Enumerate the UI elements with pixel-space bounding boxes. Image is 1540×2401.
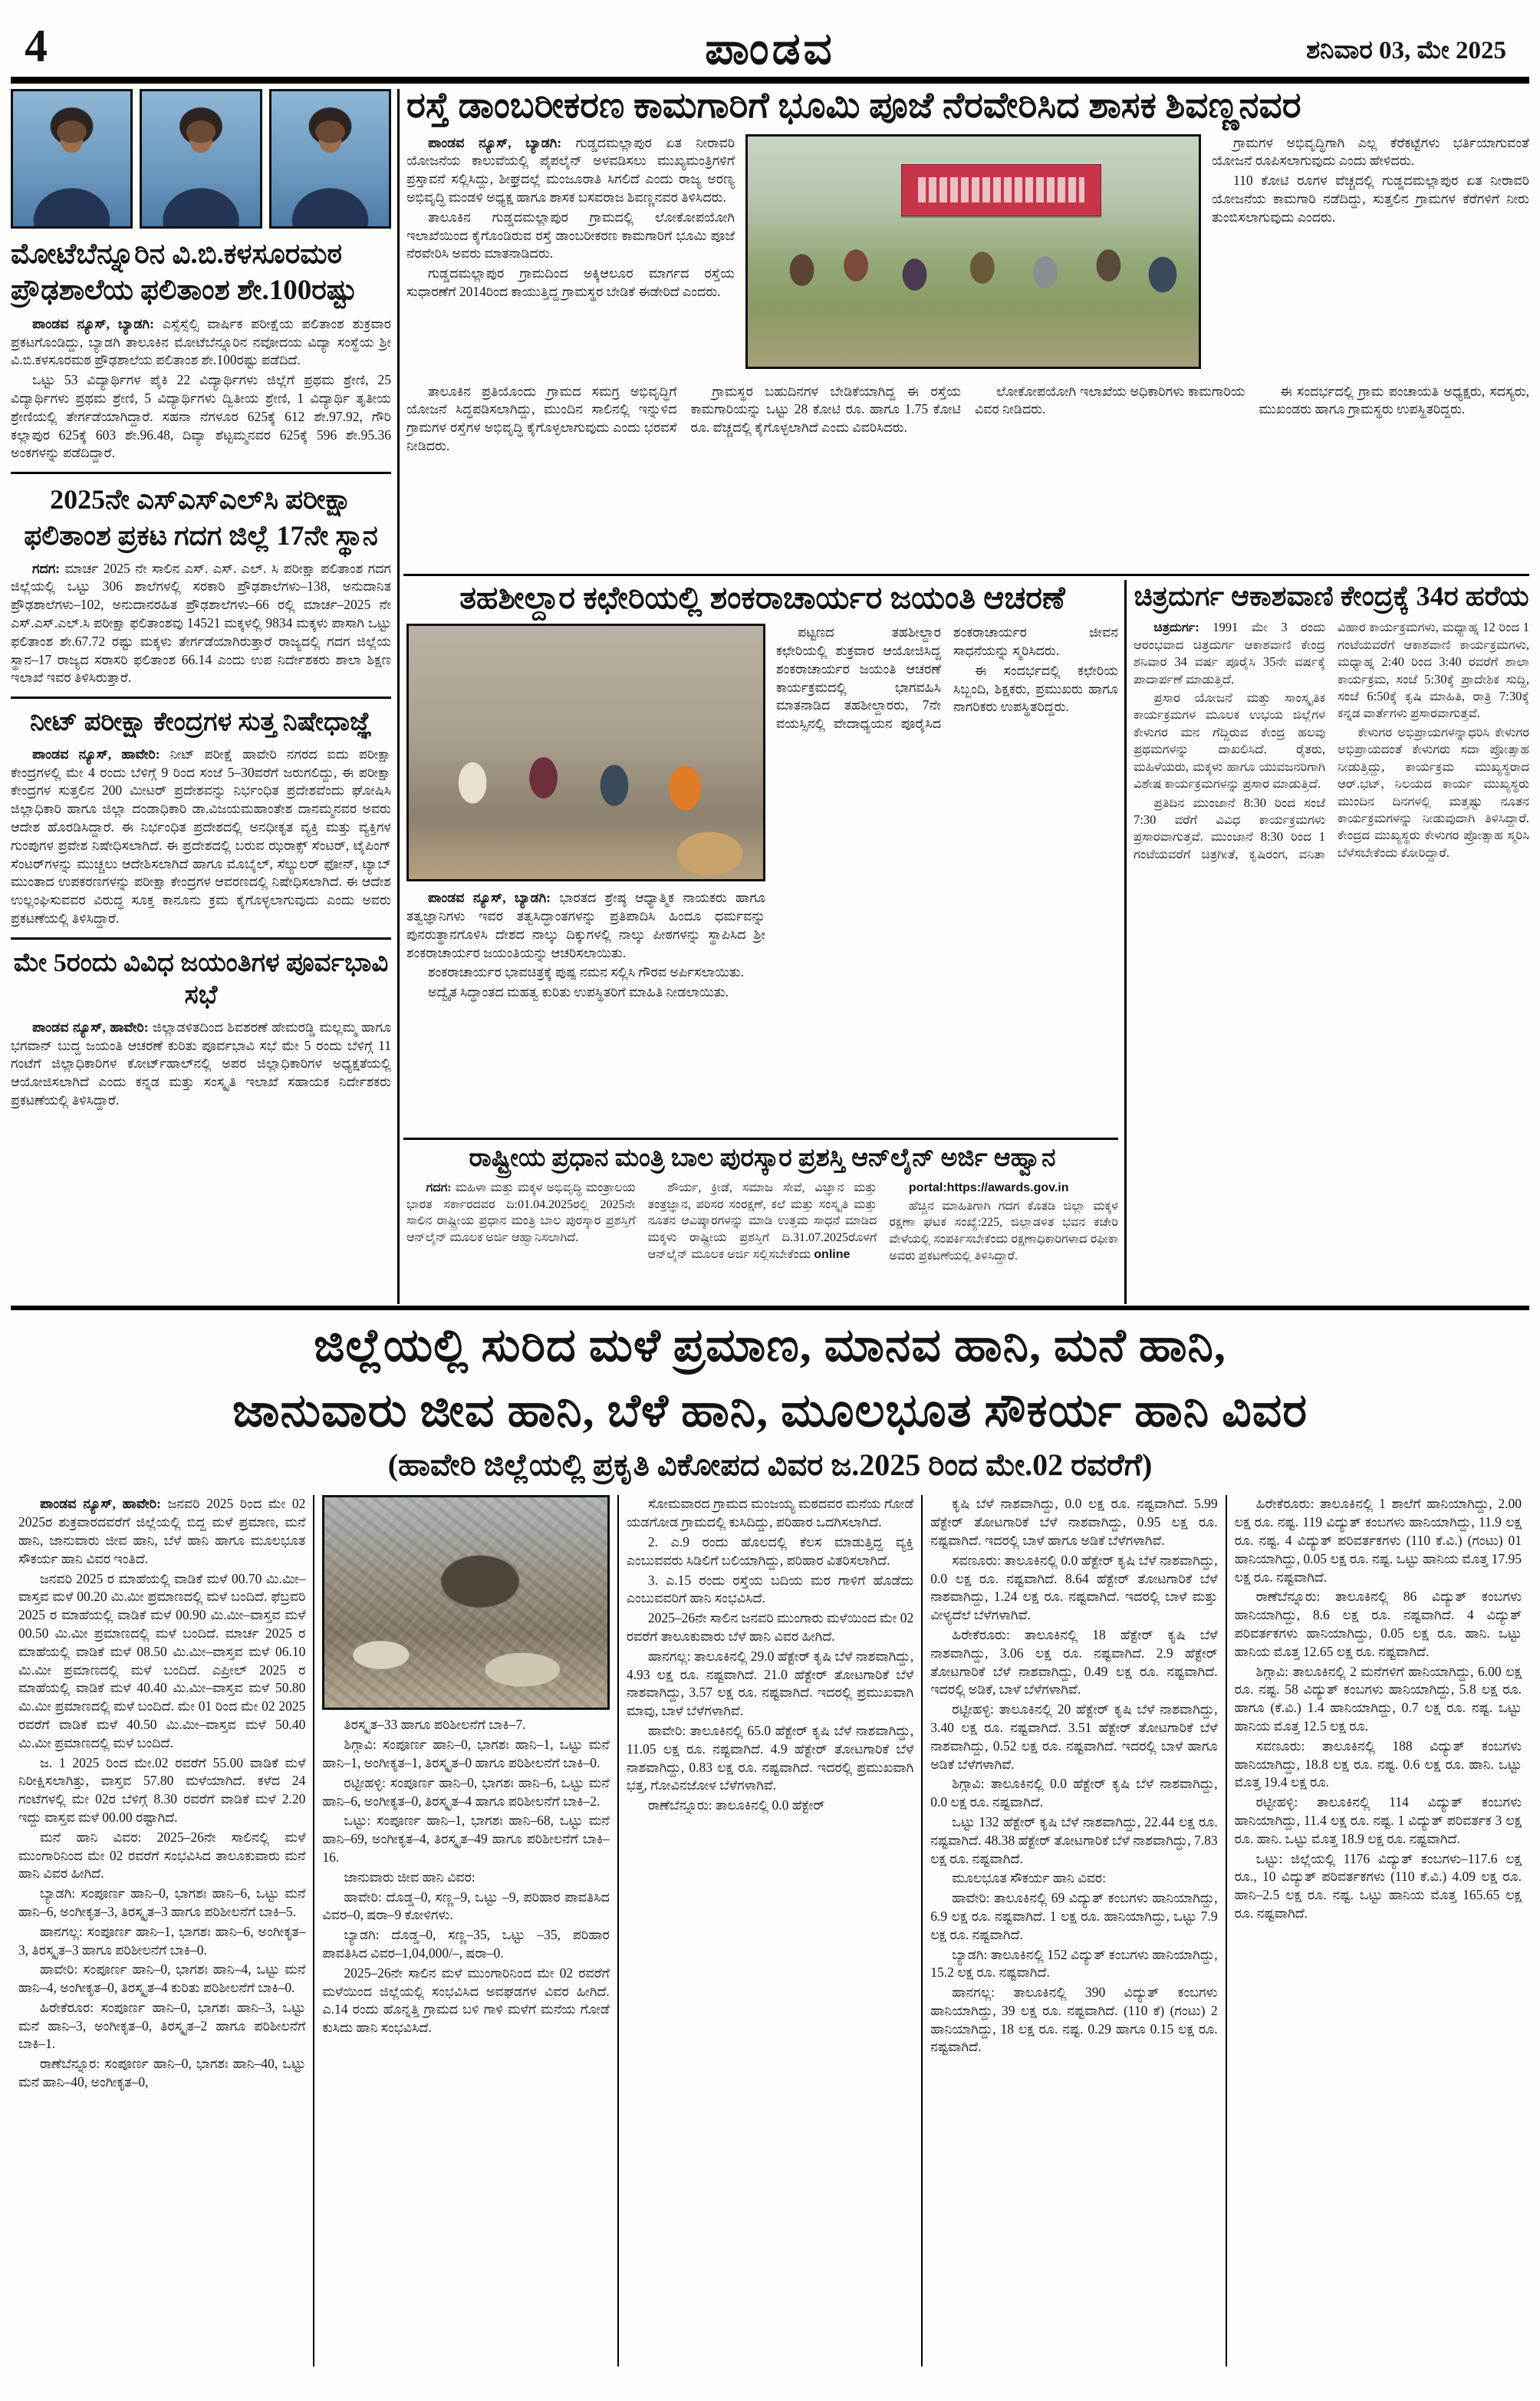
divider-under-mid-article	[403, 1138, 1118, 1140]
divider-rain-section	[11, 1306, 1529, 1310]
edition-date: ಶನಿವಾರ 03, ಮೇ 2025	[1306, 37, 1506, 64]
body-text: 3. ಎ.15 ರಂದು ರಸ್ತೆಯ ಬದಿಯ ಮರ ಗಾಳಿಗೆ ಹೊಡೆದು ಎಂಬುವವರಿಗೆ ಹಾನಿ ಸಂಭವಿಸಿದೆ.	[626, 1572, 914, 1606]
body-text: ಗ್ರಾಮಗಳ ಅಭಿವೃದ್ಧಿಗಾಗಿ ಎಲ್ಲ ಕೆರೆಕಟ್ಟೆಗಳು ಭರ್ತಿಯಾಗುವಂತೆ ಯೋಜನೆ ರೂಪಿಸಲಾಗುವುದು ಎಂದು ಹೇಳಿದರು.	[1212, 134, 1529, 169]
body-text: ಒಟ್ಟು 53 ವಿದ್ಯಾರ್ಥಿಗಳ ಪೈಕಿ 22 ವಿದ್ಯಾರ್ಥಿಗಳು ಜಿಲ್ಲೆಗೆ ಪ್ರಥಮ ಶ್ರೇಣಿ, 25 ವಿದ್ಯಾರ್ಥಿಗಳು ಪ್ರಥಮ ಶ್ರೇಣಿ, 5 ವಿದ್ಯಾರ್ಥಿಗಳು ದ್ವಿತೀಯ ಶ್ರೇಣಿ, 1 ವಿದ್ಯಾರ್ಥಿ ತೃತೀಯ ಶ್ರೇಣಿಯಲ್ಲಿ ತೇರ್ಗಡೆಯಾಗಿದ್ದಾರೆ. ಸಹನಾ ನೆಗಳೂರ 625ಕ್ಕೆ 612 ಶೇ.97.92, ಗೌರಿ ಕಲ್ಲಾಪುರ 625ಕ್ಕೆ 603 ಶೇ.96.48, ದಿವ್ಯಾ ಶೆಟ್ಟಮ್ಮನವರ 625ಕ್ಕೆ 596 ಶೇ.95.36 ಅಂಕಗಳನ್ನು ಪಡೆದಿದ್ದಾರೆ.	[11, 372, 391, 461]
page-header	[11, 20, 1529, 75]
body-text: ಒಟ್ಟು: ಸಂಪೂರ್ಣ ಹಾನಿ–1, ಭಾಗಶಃ ಹಾನಿ–68, ಒಟ್ಟು ಮನೆ ಹಾನಿ–69, ಅಂಗೀಕೃತ–4, ತಿರಸ್ಕೃತ–49 ಹಾಗೂ ಪರಿಶೀಲನೆಗೆ ಬಾಕಿ–16.	[322, 1813, 610, 1865]
article-separator	[11, 697, 391, 699]
akashvani-body	[1134, 619, 1529, 863]
body-text: ಭಾರತದ ಶ್ರೇಷ್ಠ ಆಧ್ಯಾತ್ಮಿಕ ನಾಯಕರು ಹಾಗೂ ತತ್ವಜ್ಞಾನಿಗಳು ಇವರ ತತ್ವಸಿದ್ಧಾಂತಗಳನ್ನು ಪ್ರತಿಪಾದಿಸಿ ಹಿಂದೂ ಧರ್ಮವನ್ನು ಪುನರುತ್ಥಾನಗೊಳಿಸಿ ದೇಶದ ನಾಲ್ಕು ದಿಕ್ಕುಗಳಲ್ಲಿ ನಾಲ್ಕು ಪೀಠಗಳನ್ನು ಸ್ಥಾಪಿಸಿದ ಶ್ರೀ ಶಂಕರಾಚಾರ್ಯರ ಜಯಂತಿಯನ್ನು ಆಚರಿಸಲಾಯಿತು.	[406, 890, 765, 960]
school-result-headline: ಮೋಟೆಬೆನ್ನೂರಿನ ವಿ.ಬಿ.ಕಳಸೂರಮಠ ಪ್ರೌಢಶಾಲೆಯ ಫಲಿತಾಂಶ ಶೇ.100ರಷ್ಟು	[11, 239, 357, 307]
body-text: ಮನೆ ಹಾನಿ ವಿವರ: 2025–26ನೇ ಸಾಲಿನಲ್ಲಿ ಮಳೆ ಮುಂಗಾರಿನಿಂದ ಮೇ 02 ರವರೆಗೆ ಸಂಭವಿಸಿದ ತಾಲೂಕುವಾರು ಮನೆ ಹಾನಿ ವಿವರ ಹೀಗಿದೆ.	[18, 1829, 306, 1882]
bal-puraskar-article	[406, 1145, 1118, 1301]
body-text: ತಿರಸ್ಕೃತ–33 ಹಾಗೂ ಪರಿಶೀಲನೆಗೆ ಬಾಕಿ–7.	[344, 1717, 526, 1733]
body-text: 2025–26ನೇ ಸಾಲಿನ ಜನವರಿ ಮುಂಗಾರು ಮಳೆಯಿಂದ ಮೇ 02 ರವರೆಗೆ ತಾಲೂಕುವಾರು ಬೆಳೆ ಹಾನಿ ವಿವರ ಹೀಗಿದೆ.	[626, 1610, 914, 1644]
divider-under-top-article	[403, 574, 1529, 576]
neet-body	[11, 746, 391, 928]
bal-puraskar-body	[406, 1180, 1118, 1265]
sslc-body	[11, 560, 391, 688]
rain-report-col1	[11, 1495, 313, 2366]
body-text: ರಟ್ಟೀಹಳ್ಳಿ: ತಾಲೂಕಿನಲ್ಲಿ 20 ಹೆಕ್ಟೇರ್ ಕೃಷಿ ಬೆಳೆ ನಾಶವಾಗಿದ್ದು, 3.40 ಲಕ್ಷ ರೂ. ನಷ್ಟವಾಗಿದೆ. 3.51 ಹೆಕ್ಟೇರ್ ತೋಟಗಾರಿಕೆ ಬೆಳೆ ನಾಶವಾಗಿದ್ದು, 0.52 ಲಕ್ಷ ರೂ. ನಷ್ಟವಾಗಿದೆ. ಇದರಲ್ಲಿ ಬಾಳೆ ಹಾಗೂ ಅಡಿಕೆ ಬೆಳೆಗಳಾಗಿವೆ.	[930, 1701, 1218, 1772]
body-text: ಮೂಲಭೂತ ಸೌಕರ್ಯ ಹಾನಿ ವಿವರ:	[952, 1870, 1107, 1886]
rain-report-col5	[1226, 1495, 1529, 2366]
body-text: ಗ್ರಾಮಸ್ಥರ ಬಹುದಿನಗಳ ಬೇಡಿಕೆಯಾಗಿದ್ದ ಈ ರಸ್ತೆಯ ಕಾಮಗಾರಿಯನ್ನು ಒಟ್ಟು 28 ಕೋಟಿ ರೂ. ಹಾಗೂ 1.75 ಕೋಟಿ ರೂ. ವೆಚ್ಚದಲ್ಲಿ ಕೈಗೊಳ್ಳಲಾಗಿದೆ ಎಂದು ವಿವರಿಸಿದರು.	[690, 383, 961, 436]
body-text: 110 ಕೋಟಿ ರೂಗಳ ವೆಚ್ಚದಲ್ಲಿ ಗುಡ್ಡದಮಲ್ಲಾಪುರ ಏತ ನೀರಾವರಿ ಯೋಜನೆಯ ಕಾಮಗಾರಿ ನಡೆದಿದ್ದು, ಸುತ್ತಲಿನ ಗ್ರಾಮಗಳ ಕೆರೆಗಳಿಗೆ ನೀರು ತುಂಬಿಸಲಾಗುವುದು ಎಂದರು.	[1212, 173, 1529, 225]
body-text: ಜಾನುವಾರು ಜೀವ ಹಾನಿ ವಿವರ:	[344, 1869, 475, 1885]
akashvani-headline: ಚಿತ್ರದುರ್ಗ ಆಕಾಶವಾಣಿ ಕೇಂದ್ರಕ್ಕೆ 34ರ ಹರೆಯ	[1134, 581, 1529, 611]
body-text: ಬ್ಯಾಡಗಿ: ತಾಲೂಕಿನಲ್ಲಿ 152 ವಿದ್ಯುತ್ ಕಂಬಗಳು ಹಾನಿಯಾಗಿದ್ದು, 15.2 ಲಕ್ಷ ರೂ. ನಷ್ಟವಾಗಿದೆ.	[930, 1946, 1218, 1981]
body-text: ರಾಣೆಬೆನ್ನೂರು: ತಾಲೂಕಿನಲ್ಲಿ 0.0 ಹೆಕ್ಟೇರ್	[647, 1797, 825, 1813]
school-result-body	[11, 315, 391, 463]
online-label: online	[814, 1247, 851, 1261]
body-text: ಶಂಕರಾಚಾರ್ಯರ ಭಾವಚಿತ್ರಕ್ಕೆ ಪುಷ್ಪ ನಮನ ಸಲ್ಲಿಸಿ ಗೌರವ ಅರ್ಪಿಸಲಾಯಿತು.	[428, 964, 744, 980]
body-text: ಪ್ರಸಾರ ಯೋಜನೆ ಮತ್ತು ಸಾಂಸ್ಕೃತಿಕ ಕಾರ್ಯಕ್ರಮಗಳ ಮೂಲಕ ಉಭಯ ಜಿಲ್ಲೆಗಳ ಕೇಳುಗರ ಮನ ಗೆದ್ದಿರುವ ಕೇಂದ್ರ ಹಲವು ಪ್ರಥಮಗಳನ್ನು ದಾಖಲಿಸಿದೆ. ರೈತರು, ಮಹಿಳೆಯರು, ಮಕ್ಕಳು ಹಾಗೂ ಯುವಜನರಿಗಾಗಿ ವಿಶೇಷ ಕಾರ್ಯಕ್ರಮಗಳನ್ನು ಪ್ರಸಾರ ಮಾಡುತ್ತಿದೆ.	[1134, 690, 1325, 792]
rain-report-col4	[921, 1495, 1225, 2366]
student-portrait-photo	[11, 89, 133, 229]
body-text: ಹಾನಗಲ್ಲ: ತಾಲೂಕಿನಲ್ಲಿ 29.0 ಹೆಕ್ಟೇರ್ ಕೃಷಿ ಬೆಳೆ ನಾಶವಾಗಿದ್ದು, 4.93 ಲಕ್ಷ ರೂ. ನಷ್ಟವಾಗಿದೆ. 21.0 ಹೆಕ್ಟೇರ್ ತೋಟಗಾರಿಕೆ ಬೆಳೆ ನಾಶವಾಗಿದ್ದು, 3.57 ಲಕ್ಷ ರೂ. ನಷ್ಟವಾಗಿದೆ. ಇದರಲ್ಲಿ ಪ್ರಮುಖವಾಗಿ ಮಾವು, ಬಾಳೆ ಬೆಳೆಗಳಾಗಿವೆ.	[626, 1648, 914, 1719]
body-text: ಕೇಳುಗರ ಅಭಿಪ್ರಾಯಗಳನ್ನಾಧರಿಸಿ ಕೇಳುಗರ ಅಭಿಪ್ರಾಯದಂತೆ ಕೇಳುಗರು ಸದಾ ಪ್ರೋತ್ಸಾಹ ನೀಡುತ್ತಿದ್ದು, ಕಾರ್ಯಕ್ರಮ ಮುಖ್ಯಸ್ಥರಾದ ಆರ್.ಭಟ್, ನಿಲಯದ ಕಾರ್ಯ ಮುಖ್ಯಸ್ಥರು ಮುಂದಿನ ದಿನಗಳಲ್ಲಿ ಮತ್ತಷ್ಟು ನೂತನ ಕಾರ್ಯಕ್ರಮಗಳನ್ನು ನೀಡುವುದಾಗಿ ತಿಳಿಸಿದ್ದಾರೆ. ಕೇಂದ್ರದ ಮುಖ್ಯಸ್ಥರು ಕೇಳುಗರ ಪ್ರೋತ್ಸಾಹ ಸ್ಮರಿಸಿ ಬೆಳೆಸಬೇಕೆಂದು ಕೋರಿದ್ದಾರೆ.	[1338, 724, 1529, 860]
body-text: ಹಿರೇಕೆರೂರ: ಸಂಪೂರ್ಣ ಹಾನಿ–0, ಭಾಗಶಃ ಹಾನಿ–3, ಒಟ್ಟು ಮನೆ ಹಾನಿ–3, ಅಂಗೀಕೃತ–0, ತಿರಸ್ಕೃತ–2 ಹಾಗೂ ಪರಿಶೀಲನೆಗೆ ಬಾಕಿ–1.	[18, 1999, 306, 2052]
shankaracharya-body-right	[776, 624, 1118, 1132]
body-text: ಜ. 1 2025 ರಿಂದ ಮೇ.02 ರವರೆಗೆ 55.00 ವಾಡಿಕೆ ಮಳೆ ನಿರೀಕ್ಷಿಸಲಾಗಿತ್ತು, ವಾಸ್ತವ 57.80 ಮಳೆಯಾಗಿದೆ. ಕಳೆದ 24 ಗಂಟೆಗಳಲ್ಲಿ ಮೇ 02ರ ಬೆಳಿಗ್ಗೆ 8.30 ರವರೆಗೆ ವಾಡಿಕೆ ಮಳೆ 2.20 ಇದ್ದು ವಾಸ್ತವ ಮಳೆ 00.00 ರಷ್ಟಾಗಿದೆ.	[18, 1754, 306, 1825]
left-column	[11, 89, 396, 1304]
student-portrait-photo	[269, 89, 391, 229]
body-text: ಹಾನಗಲ್ಲ: ತಾಲೂಕಿನಲ್ಲಿ 390 ವಿದ್ಯುತ್ ಕಂಬಗಳು ಹಾನಿಯಾಗಿದ್ದು, 39 ಲಕ್ಷ ರೂ. ನಷ್ಟವಾಗಿದೆ. (110 ಕೆ) (ಗಂಟು) 2 ಹಾನಿಯಾಗಿದ್ದು, 18 ಲಕ್ಷ ರೂ. ನಷ್ಟ. 0.29 ಹಾಗೂ 0.15 ಲಕ್ಷ ರೂ. ನಷ್ಟವಾಗಿದೆ.	[930, 1984, 1218, 2055]
dateline: ಗದಗ:	[426, 1181, 452, 1194]
body-text: ಎಸ್ಸೆಸ್ಸೆಲ್ಸಿ ವಾರ್ಷಿಕ ಪರೀಕ್ಷೆಯ ಪಲಿತಾಂಶ ಶುಕ್ರವಾರ ಪ್ರಕಟಗೊಂಡಿದ್ದು, ಬ್ಯಾಡಗಿ ತಾಲೂಕಿನ ಮೋಟೆಬೆನ್ನೂರಿನ ನವೋದಯ ವಿದ್ಯಾ ಸಂಸ್ಥೆಯ ಶ್ರೀ ವಿ.ಬಿ.ಕಳಸೂರಮಠ ಪ್ರೌಢಶಾಲೆಯ ಪಲಿತಾಂಶ ಶೇ.100ರಷ್ಟು ಪಡೆದಿದೆ.	[11, 315, 391, 368]
dateline: ಪಾಂಡವ ನ್ಯೂಸ್, ಬ್ಯಾಡಗಿ:	[428, 890, 551, 906]
body-text: ಶೌರ್ಯ, ಕ್ರೀಡೆ, ಸಮಾಜ ಸೇವೆ, ವಿಜ್ಞಾನ ಮತ್ತು ತಂತ್ರಜ್ಞಾನ, ಪರಿಸರ ಸಂರಕ್ಷಣೆ, ಕಲೆ ಮತ್ತು ಸಂಸ್ಕೃತಿ ಮತ್ತು ನೂತನ ಆವಿಷ್ಕಾರಗಳನ್ನು ಮಾಡಿ ಉತ್ತಮ ಸಾಧನೆ ಮಾಡಿದ ಮಕ್ಕಳು ರಾಷ್ಟ್ರೀಯ ಪ್ರಶಸ್ತಿಗೆ ದಿ.31.07.2025ರೊಳಗೆ ಆನ್‌ಲೈನ್ ಮೂಲಕ ಅರ್ಜಿ ಸಲ್ಲಿಸಬೇಕೆಂದು	[647, 1181, 877, 1261]
body-text: ಜನವರಿ 2025 ರ ಮಾಹೆಯಲ್ಲಿ ವಾಡಿಕೆ ಮಳೆ 00.70 ಮಿ.ಮೀ–ವಾಸ್ತವ ಮಳೆ 00.20 ಮಿ.ಮೀ ಪ್ರಮಾಣದಲ್ಲಿ ಮಳೆ ಬಂದಿದೆ. ಫೆಬ್ರವರಿ 2025 ರ ಮಾಹೆಯಲ್ಲಿ ವಾಡಿಕೆ ಮಳೆ 00.90 ಮಿ.ಮೀ–ವಾಸ್ತವ ಮಳೆ 00.50 ಮಿ.ಮೀ ಪ್ರಮಾಣದಲ್ಲಿ ಮಳೆ ಬಂದಿದೆ. ಮಾರ್ಚ 2025 ರ ಮಾಹೆಯಲ್ಲಿ ವಾಡಿಕೆ ಮಳೆ 08.50 ಮಿ.ಮೀ–ವಾಸ್ತವ ಮಳೆ 06.10 ಮಿ.ಮೀ ಪ್ರಮಾಣದಲ್ಲಿ ಮಳೆ ಬಂದಿದೆ. ಎಪ್ರೀಲ್ 2025 ರ ಮಾಹೆಯಲ್ಲಿ ವಾಡಿಕೆ ಮಳೆ 40.40 ಮಿ.ಮೀ–ವಾಸ್ತವ ಮಳೆ 50.80 ಮಿ.ಮೀ ಪ್ರಮಾಣದಲ್ಲಿ ಮಳೆ ಬಂದಿದೆ. ಮೇ 01 ರಿಂದ ಮೇ 02 2025 ರವರೆಗೆ ವಾಡಿಕೆ ಮಳೆ 40.50 ಮಿ.ಮೀ–ವಾಸ್ತವ ಮಳೆ 50.40 ಮಿ.ಮೀ ಪ್ರಮಾಣದಲ್ಲಿ ಮಳೆ ಬಂದಿದೆ.	[18, 1570, 306, 1751]
body-text: 1991 ಮೇ 3 ರಂದು ಆರಂಭವಾದ ಚಿತ್ರದುರ್ಗ ಆಕಾಶವಾಣಿ ಕೇಂದ್ರ ಶನಿವಾರ 34 ವರ್ಷ ಪೂರೈಸಿ 35ನೇ ವರ್ಷಕ್ಕೆ ಪಾದಾರ್ಪಣೆ ಮಾಡುತ್ತಿದೆ.	[1134, 620, 1325, 687]
dateline: ಚಿತ್ರದುರ್ಗ:	[1153, 620, 1199, 635]
body-text: ಹೆಚ್ಚಿನ ಮಾಹಿತಿಗಾಗಿ ಗದಗ ಕೊತಡಿ ಜಿಲ್ಲಾ ಮಕ್ಕಳ ರಕ್ಷಣಾ ಘಟಕ ಸಂಖ್ಯೆ:225, ಜಿಲ್ಲಾಡಳಿತ ಭವನ ಕಚೇರಿ ವೇಳೆಯಲ್ಲಿ ಸಂಪರ್ಕಿಸಬೇಕೆಂದು ರಕ್ಷಣಾಧಿಕಾರಿಗಳಾದ ರಫೀಕಾ ಅವರು ಪ್ರಕಟಣೆಯಲ್ಲಿ ತಿಳಿಸಿದ್ದಾರೆ.	[889, 1199, 1118, 1263]
body-text: ನೀಟ್ ಪರೀಕ್ಷೆ ಹಾವೇರಿ ನಗರದ ಐದು ಪರೀಕ್ಷಾ ಕೇಂದ್ರಗಳಲ್ಲಿ ಮೇ 4 ರಂದು ಬೆಳಿಗ್ಗೆ 9 ರಿಂದ ಸಂಜೆ 5–30ವರೆಗೆ ಜರುಗಲಿದ್ದು, ಈ ಪರೀಕ್ಷಾ ಕೇಂದ್ರಗಳ ಸುತ್ತಲಿನ 200 ಮೀಟರ್ ಪ್ರದೇಶವನ್ನು ನಿರ್ಭಂಧಿತ ಪ್ರದೇಶವೆಂದು ಘೋಷಿಸಿ ಜಿಲ್ಲಾಧಿಕಾರಿ ಹಾಗೂ ಜಿಲ್ಲಾ ದಂಡಾಧಿಕಾರಿ ಡಾ.ವಿಜಯಮಹಾಂತೇಶ ದಾನಮ್ಮನವರ ಅವರು ಆದೇಶ ಹೊರಡಿಸಿದ್ದಾರೆ. ಈ ನಿರ್ಭಂಧಿತ ಪ್ರದೇಶದಲ್ಲಿ ಅನಧೀಕೃತ ವ್ಯಕ್ತಿ ಮತ್ತು ವ್ಯಕ್ತಿಗಳ ಗುಂಪುಗಳ ಪ್ರವೇಶ ನಿಷೇಧಿಸಲಾಗಿದೆ. ಈ ಪ್ರದೇಶದಲ್ಲಿ ಬರುವ ಝರಾಕ್ಸ್ ಸೆಂಟರ್, ಟೈಪಿಂಗ್ ಸೆಂಟರ್‌ಗಳನ್ನು ಮುಚ್ಚಲು ಆದೇಶಿಸಲಾಗಿದೆ ಹಾಗೂ ಮೊಬೈಲ್, ಸೆಲ್ಯುಲರ್ ಫೋನ್, ಟ್ಯಾಬ್ ಮುಂತಾದ ಉಪಕರಣಗಳನ್ನು ಪರೀಕ್ಷಾ ಕೇಂದ್ರಗಳ ಆವರಣದಲ್ಲಿ ನಿಷೇಧಿಸಲಾಗಿದೆ. ಈ ಆದೇಶ ಉಲ್ಲಂಘಿಸುವವರ ವಿರುದ್ಧ ಸೂಕ್ತ ಕಾನೂನು ಕ್ರಮ ಕೈಗೊಳ್ಳಲಾಗುವುದು ಎಂದು ಅವರು ಪ್ರಕಟಣೆಯಲ್ಲಿ ತಿಳಿಸಿದ್ದಾರೆ.	[11, 746, 392, 926]
body-text: ಹಾವೇರಿ: ತಾಲೂಕಿನಲ್ಲಿ 69 ವಿದ್ಯುತ್ ಕಂಬಗಳು ಹಾನಿಯಾಗಿದ್ದು, 6.9 ಲಕ್ಷ ರೂ. ನಷ್ಟವಾಗಿದೆ. 1 ಲಕ್ಷ ರೂ. ಹಾನಿಯಾಗಿದ್ದು, ಒಟ್ಟು 7.9 ಲಕ್ಷ ರೂ. ನಷ್ಟವಾಗಿದೆ.	[930, 1890, 1218, 1942]
divider-right-column	[1124, 580, 1127, 1304]
dateline: ಗದಗ:	[32, 560, 61, 576]
shankaracharya-body-left	[406, 889, 765, 1132]
body-text: ಮಾರ್ಚ 2025 ನೇ ಸಾಲಿನ ಎಸ್. ಎಸ್. ಎಲ್. ಸಿ ಪರೀಕ್ಷಾ ಪಲಿತಾಂಶ ಗದಗ ಜಿಲ್ಲೆಯಲ್ಲಿ ಒಟ್ಟು 306 ಶಾಲೆಗಳಲ್ಲಿ ಸರಕಾರಿ ಪ್ರೌಢಶಾಲೆಗಳು–138, ಅನುದಾನಿತ ಪ್ರೌಢಶಾಲೆಗಳು–102, ಅನುದಾನರಹಿತ ಪ್ರೌಢಶಾಲೆಗಳು–66 ರಲ್ಲಿ ಮಾರ್ಚ–2025 ನೇ ಎಸ್.ಎಸ್.ಎಲ್.ಸಿ ಪರೀಕ್ಷಾ ಫಲಿತಾಂಶವು 14521 ಮಕ್ಕಳಲ್ಲಿ 9834 ಮಕ್ಕಳು ಪಾಸಾಗಿ ಒಟ್ಟು ಫಲಿತಾಂಶ ಶೇ.67.72 ರಷ್ಟು ಮಕ್ಕಳು ತೇರ್ಗಡೆಯಾಗಿರುತ್ತಾರೆ ರಾಜ್ಯದಲ್ಲಿ ಗದಗ ಜಿಲ್ಲೆಯ ಸ್ಥಾನ–17 ರಾಜ್ಯದ ಸರಾಸರಿ ಫಲಿತಾಂಶ 66.14 ಎಂದು ಉಪ ನಿರ್ದೇಶಕರು ಶಾಲಾ ಶಿಕ್ಷಣ ಇಲಾಖೆ ಇವರ ತಿಳಿಸಿರುತ್ತಾರೆ.	[11, 560, 392, 686]
body-text: ಕೃಷಿ ಬೆಳೆ ನಾಶವಾಗಿದ್ದು, 0.0 ಲಕ್ಷ ರೂ. ನಷ್ಟವಾಗಿದೆ. 5.99 ಹೆಕ್ಟೇರ್ ತೋಟಗಾರಿಕೆ ಬೆಳೆ ನಾಶವಾಗಿದ್ದು, 0.95 ಲಕ್ಷ ರೂ. ನಷ್ಟವಾಗಿದೆ. ಇದರಲ್ಲಿ ಬಾಳೆ ಹಾಗೂ ಅಡಿಕೆ ಬೆಳೆಗಳಾಗಿವೆ.	[930, 1496, 1218, 1548]
dateline: ಪಾಂಡವ ನ್ಯೂಸ್, ಬ್ಯಾಡಗಿ:	[428, 134, 562, 150]
divider-left-column	[397, 89, 400, 1304]
road-work-article	[406, 86, 1529, 574]
awards-portal-url: portal:https://awards.gov.in	[908, 1181, 1069, 1194]
page-number: 4	[25, 21, 48, 71]
jayanti-headline: ಮೇ 5ರಂದು ವಿವಿಧ ಜಯಂತಿಗಳ ಪೂರ್ವಭಾವಿ ಸಭೆ	[13, 948, 389, 1010]
student-photos	[11, 89, 391, 229]
body-text: ತಾಲೂಕಿನ ಗುಡ್ಡದಮಲ್ಲಾಪುರ ಗ್ರಾಮದಲ್ಲಿ ಲೋಕೋಪಯೋಗಿ ಇಲಾಖೆಯಿಂದ ಕೈಗೊಂಡಿರುವ ರಸ್ತೆ ಡಾಂಬರೀಕರಣ ಕಾಮಗಾರಿಗೆ ಭೂಮಿ ಪೂಜೆ ನೆರವೇರಿಸಿ ಅವರು ಮಾತನಾಡಿದರು.	[406, 209, 735, 262]
masthead-rule	[11, 77, 1529, 84]
body-text: ಗುಡ್ಡದಮಲ್ಲಾಪುರ ಗ್ರಾಮದಿಂದ ಅಕ್ಕಿಆಲೂರ ಮಾರ್ಗದ ರಸ್ತೆಯ ಸುಧಾರಣೆಗೆ 2014ರಿಂದ ಕಾಯುತ್ತಿದ್ದ ಗ್ರಾಮಸ್ಥರ ಬೇಡಿಕೆ ಈಡೇರಿದೆ ಎಂದರು.	[406, 265, 735, 299]
dateline: ಪಾಂಡವ ನ್ಯೂಸ್, ಬ್ಯಾಡಗಿ:	[32, 315, 154, 331]
body-text: ಮಹಿಳಾ ಮತ್ತು ಮಕ್ಕಳ ಅಭಿವೃದ್ಧಿ ಮಂತ್ರಾಲಯ ಭಾರತ ಸರ್ಕಾರದವರ ದಿ:01.04.2025ರಲ್ಲಿ 2025ನೇ ಸಾಲಿನ ರಾಷ್ಟ್ರೀಯ ಪ್ರಧಾನ ಮಂತ್ರಿ ಬಾಲ ಪುರಸ್ಕಾರ ಪ್ರಶಸ್ತಿಗೆ ಆನ್‌ಲೈನ್ ಮೂಲಕ ಅರ್ಜಿ ಆಹ್ವಾನಿಸಲಾಗಿದೆ.	[406, 1181, 636, 1245]
body-text: ಹಿರೇಕೆರೂರು: ತಾಲೂಕಿನಲ್ಲಿ 18 ಹೆಕ್ಟೇರ್ ಕೃಷಿ ಬೆಳೆ ನಾಶವಾಗಿದ್ದು, 3.06 ಲಕ್ಷ ರೂ. ನಷ್ಟವಾಗಿದೆ. 2.9 ಹೆಕ್ಟೇರ್ ತೋಟಗಾರಿಕೆ ಬೆಳೆ ನಾಶವಾಗಿದ್ದು, 0.49 ಲಕ್ಷ ರೂ. ನಷ್ಟವಾಗಿದೆ. ಇದರಲ್ಲಿ ಅಡಿಕೆ, ಬಾಳೆ ಬೆಳೆಗಳಾಗಿವೆ.	[930, 1626, 1218, 1698]
body-text: ತಾಲೂಕಿನ ಪ್ರತಿಯೊಂದು ಗ್ರಾಮದ ಸಮಗ್ರ ಅಭಿವೃದ್ಧಿಗೆ ಯೋಜನೆ ಸಿದ್ಧಪಡಿಸಲಾಗಿದ್ದು, ಮುಂದಿನ ಸಾಲಿನಲ್ಲಿ ಇನ್ನುಳಿದ ಗ್ರಾಮಗಳ ರಸ್ತೆಗಳ ಅಭಿವೃದ್ಧಿ ಕೈಗೊಳ್ಳಲಾಗುವುದು ಎಂದು ಭರವಸೆ ನೀಡಿದರು.	[406, 383, 677, 454]
event-banner	[901, 164, 1101, 216]
body-text: ಅದ್ವೈತ ಸಿದ್ಧಾಂತದ ಮಹತ್ವ ಕುರಿತು ಉಪಸ್ಥಿತರಿಗೆ ಮಾಹಿತಿ ನೀಡಲಾಯಿತು.	[428, 984, 729, 1000]
road-work-col-left	[406, 134, 735, 374]
neet-headline: ನೀಟ್ ಪರೀಕ್ಷಾ ಕೇಂದ್ರಗಳ ಸುತ್ತ ನಿಷೇಧಾಜ್ಞೆ	[30, 708, 372, 737]
body-text: ರಾಣೆಬೆನ್ನೂರ: ಸಂಪೂರ್ಣ ಹಾನಿ–0, ಭಾಗಶಃ ಹಾನಿ–40, ಒಟ್ಟು ಮನೆ ಹಾನಿ–40, ಅಂಗೀಕೃತ–0,	[18, 2056, 306, 2090]
rain-damage-report	[11, 1313, 1529, 2398]
body-text: ಒಟ್ಟು: ಜಿಲ್ಲೆಯಲ್ಲಿ 1176 ವಿದ್ಯುತ್ ಕಂಬಗಳು–117.6 ಲಕ್ಷ ರೂ., 10 ವಿದ್ಯುತ್ ಪರಿವರ್ತಕಗಳು (110 ಕೆ.ವಿ.) 4.09 ಲಕ್ಷ ರೂ. ಹಾನಿ–2.5 ಲಕ್ಷ ರೂ. ನಷ್ಟ. ಒಟ್ಟು ಹಾನಿಯ ಮೊತ್ತ 165.65 ಲಕ್ಷ ರೂ. ನಷ್ಟವಾಗಿದೆ.	[1234, 1850, 1522, 1921]
body-text: ಈ ಸಂದರ್ಭದಲ್ಲಿ ಗ್ರಾಮ ಪಂಚಾಯತಿ ಅಧ್ಯಕ್ಷರು, ಸದಸ್ಯರು, ಮುಖಂಡರು ಹಾಗೂ ಗ್ರಾಮಸ್ಥರು ಉಪಸ್ಥಿತರಿದ್ದರು.	[1259, 383, 1529, 417]
rain-report-headline: ಜಿಲ್ಲೆಯಲ್ಲಿ ಸುರಿದ ಮಳೆ ಪ್ರಮಾಣ, ಮಾನವ ಹಾನಿ, ಮನೆ ಹಾನಿ, ಜಾನುವಾರು ಜೀವ ಹಾನಿ, ಬೆಳೆ ಹಾನಿ, ಮೂಲಭೂತ ಸೌಕರ್ಯ ಹಾನಿ ವಿವರ	[232, 1320, 1308, 1437]
road-work-headline: ರಸ್ತೆ ಡಾಂಬರೀಕರಣ ಕಾಮಗಾರಿಗೆ ಭೂಮಿ ಪೂಜೆ ನೆರವೇರಿಸಿದ ಶಾಸಕ ಶಿವಣ್ಣನವರ	[406, 86, 1301, 126]
body-text: 2025–26ನೇ ಸಾಲಿನ ಮಳೆ ಮುಂಗಾರಿನಿಂದ ಮೇ 02 ರವರೆಗೆ ಮಳೆಯಿಂದ ಜಿಲ್ಲೆಯಲ್ಲಿ ಸಂಭವಿಸಿದ ಅವಘಡಗಳ ವಿವರ ಹೀಗಿದೆ. ಎ.14 ರಂದು ಹೊನ್ನತ್ತಿ ಗ್ರಾಮದ ಬಳಿ ಗಾಳಿ ಮಳೆಗೆ ಮನೆಯ ಗೋಡೆ ಕುಸಿದು ಹಾನಿ ಸಂಭವಿಸಿದೆ.	[322, 1965, 610, 2036]
body-text: ಪ್ರತಿದಿನ ಮುಂಜಾನೆ 8:30 ರಿಂದ ಸಂಜೆ 7:30 ವರೆಗೆ ವಿವಿಧ ಕಾರ್ಯಕ್ರಮಗಳು ಪ್ರಸಾರವಾಗುತ್ತವೆ. ಮುಂಜಾನೆ 8:30 ರಿಂದ 1 ಗಂಟೆಯವರೆಗೆ ಚಿತ್ರಗೀತೆ, ಕೃಷಿರಂಗ, ವನಿತಾ ವಿಹಾರ ಕಾರ್ಯಕ್ರಮಗಳು, ಮಧ್ಯಾಹ್ನ 12 ರಿಂದ 1 ಗಂಟೆಯವರೆಗೆ ಆಕಾಶವಾಣಿ ಕಾರ್ಯಕ್ರಮಗಳು, ಮಧ್ಯಾಹ್ನ 2:40 ರಿಂದ 3:40 ರವರೆಗೆ ಶಾಲಾ ಕಾರ್ಯಕ್ರಮ, ಸಂಜೆ 5:30ಕ್ಕೆ ಪ್ರಾದೇಶಿಕ ಸುದ್ದಿ, ಸಂಜೆ 6:50ಕ್ಕೆ ಕೃಷಿ ಮಾಹಿತಿ, ರಾತ್ರಿ 7:30ಕ್ಕೆ ಕನ್ನಡ ವಾರ್ತೆಗಳು ಪ್ರಸಾರವಾಗುತ್ತವೆ.	[1134, 620, 1529, 861]
body-text: ಲೋಕೋಪಯೋಗಿ ಇಲಾಖೆಯ ಅಧಿಕಾರಿಗಳು ಕಾಮಗಾರಿಯ ವಿವರ ನೀಡಿದರು.	[975, 383, 1245, 417]
masthead-title: ಪಾಂಡವ	[705, 24, 835, 74]
shankaracharya-jayanti-photo	[406, 624, 765, 881]
akashvani-article	[1134, 580, 1529, 1301]
dateline: ಪಾಂಡವ ನ್ಯೂಸ್, ಹಾವೇರಿ:	[32, 1019, 149, 1035]
rain-report-subhead: (ಹಾವೇರಿ ಜಿಲ್ಲೆಯಲ್ಲಿ ಪ್ರಕೃತಿ ವಿಕೋಪದ ವಿವರ ಜ.2025 ರಿಂದ ಮೇ.02 ರವರೆಗೆ)	[387, 1448, 1153, 1483]
body-text: ಹಾವೇರಿ: ದೊಡ್ಡ–0, ಸಣ್ಣ–9, ಒಟ್ಟು –9, ಪರಿಹಾರ ಪಾವತಿಸಿದ ವಿವರ–0, ಷರಾ–9 ಕೋಳಿಗಳು.	[322, 1889, 610, 1923]
body-text: ಒಟ್ಟು 132 ಹೆಕ್ಟೇರ್ ಕೃಷಿ ಬೆಳೆ ನಾಶವಾಗಿದ್ದು, 22.44 ಲಕ್ಷ ರೂ. ನಷ್ಟವಾಗಿದೆ. 48.38 ಹೆಕ್ಟೇರ್ ತೋಟಗಾರಿಕೆ ಬೆಳೆ ನಾಶವಾಗಿದ್ದು, 7.83 ಲಕ್ಷ ರೂ. ನಷ್ಟವಾಗಿದೆ.	[930, 1813, 1218, 1866]
rain-report-col2	[313, 1495, 617, 2366]
body-text: ಹಿರೇಕೆರೂರು: ತಾಲೂಕಿನಲ್ಲಿ 1 ಶಾಲೆಗೆ ಹಾನಿಯಾಗಿದ್ದು, 2.00 ಲಕ್ಷ ರೂ. ನಷ್ಟ. 119 ವಿದ್ಯುತ್ ಕಂಬಗಳು ಹಾನಿಯಾಗಿದ್ದು, 11.9 ಲಕ್ಷ ರೂ. ನಷ್ಟ. 4 ವಿದ್ಯುತ್ ಪರಿವರ್ತಕಗಳು (110 ಕೆ.ವಿ.) (ಗಂಟು) 01 ಹಾನಿಯಾಗಿದ್ದು, 0.05 ಲಕ್ಷ ರೂ. ನಷ್ಟ. ಒಟ್ಟು ಹಾನಿಯ ಮೊತ್ತ 17.95 ಲಕ್ಷ ರೂ. ನಷ್ಟವಾಗಿದೆ.	[1234, 1496, 1522, 1585]
sslc-headline: 2025ನೇ ಎಸ್‌ಎಸ್‌ಎಲ್‌ಸಿ ಪರೀಕ್ಷಾ ಫಲಿತಾಂಶ ಪ್ರಕಟ ಗದಗ ಜಿಲ್ಲೆ 17ನೇ ಸ್ಥಾನ	[24, 484, 378, 551]
rain-report-col3	[617, 1495, 921, 2366]
body-text: ಹಾನಗಲ್ಲ: ಸಂಪೂರ್ಣ ಹಾನಿ–1, ಭಾಗಶಃ ಹಾನಿ–6, ಅಂಗೀಕೃತ–3, ತಿರಸ್ಕೃತ–3 ಹಾಗೂ ಪರಿಶೀಲನೆಗೆ ಬಾಕಿ–0.	[18, 1923, 306, 1958]
body-text: ಶಿಗ್ಗಾವಿ: ತಾಲೂಕಿನಲ್ಲಿ 0.0 ಹೆಕ್ಟೇರ್ ಕೃಷಿ ಬೆಳೆ ನಾಶವಾಗಿದ್ದು, 0.0 ಲಕ್ಷ ರೂ. ನಷ್ಟವಾಗಿದೆ.	[930, 1776, 1218, 1810]
dateline: ಪಾಂಡವ ನ್ಯೂಸ್, ಹಾವೇರಿ:	[40, 1496, 161, 1512]
body-text: ಜಿಲ್ಲಾಡಳಿತದಿಂದ ಶಿವಶರಣೆ ಹೇಮರಡ್ಡಿ ಮಲ್ಲಮ್ಮ ಹಾಗೂ ಭಗವಾನ್ ಬುದ್ದ ಜಯಂತಿ ಆಚರಣೆ ಕುರಿತು ಪೂರ್ವಭಾವಿ ಸಭೆ ಮೇ 5 ರಂದು ಬೆಳಿಗ್ಗೆ 11 ಗಂಟೆಗೆ ಜಿಲ್ಲಾಧಿಕಾರಿಗಳ ಕೋರ್ಟ್‌ಹಾಲ್‌ನಲ್ಲಿ ಅಪರ ಜಿಲ್ಲಾಧಿಕಾರಿಗಳ ಅಧ್ಯಕ್ಷತೆಯಲ್ಲಿ ಆಯೋಜಿಸಲಾಗಿದೆ ಎಂದು ಕನ್ನಡ ಮತ್ತು ಸಂಸ್ಕೃತಿ ಇಲಾಖೆ ಸಹಾಯಕ ನಿರ್ದೇಶಕರು ಪ್ರಕಟಣೆಯಲ್ಲಿ ತಿಳಿಸಿದ್ದಾರೆ.	[11, 1019, 392, 1108]
body-text: ರಟ್ಟೀಹಳ್ಳಿ: ತಾಲೂಕಿನಲ್ಲಿ 114 ವಿದ್ಯುತ್ ಕಂಬಗಳು ಹಾನಿಯಾಗಿದ್ದು, 11.4 ಲಕ್ಷ ರೂ. ನಷ್ಟ. 1 ವಿದ್ಯುತ್ ಪರಿವರ್ತಕ 3 ಲಕ್ಷ ರೂ. ಹಾನಿ. ಒಟ್ಟು ಮೊತ್ತ 18.9 ಲಕ್ಷ ರೂ. ನಷ್ಟವಾಗಿದೆ.	[1234, 1794, 1522, 1846]
bhoomi-pooja-group-photo	[745, 134, 1201, 369]
body-text: ಶಿಗ್ಗಾವಿ: ಸಂಪೂರ್ಣ ಹಾನಿ–0, ಭಾಗಶಃ ಹಾನಿ–1, ಒಟ್ಟು ಮನೆ ಹಾನಿ–1, ಅಂಗೀಕೃತ–1, ತಿರಸ್ಕೃತ–0 ಹಾಗೂ ಪರಿಶೀಲನೆಗೆ ಬಾಕಿ–0.	[322, 1737, 610, 1770]
body-text: ಸೋಮವಾರದ ಗ್ರಾಮದ ಮಂಜಯ್ಯ ಮಠದವರ ಮನೆಯ ಗೋಡೆ ಯಡಗೋಡ ಗ್ರಾಮದಲ್ಲಿ ಕುಸಿದಿದ್ದು, ಪರಿಹಾರ ಒದಗಿಸಲಾಗಿದೆ.	[626, 1496, 914, 1530]
body-text: ರಟ್ಟೀಹಳ್ಳಿ: ಸಂಪೂರ್ಣ ಹಾನಿ–0, ಭಾಗಶಃ ಹಾನಿ–6, ಒಟ್ಟು ಮನೆ ಹಾನಿ–6, ಅಂಗೀಕೃತ–0, ತಿರಸ್ಕೃತ–4 ಹಾಗೂ ಪರಿಶೀಲನೆಗೆ ಬಾಕಿ–2.	[322, 1774, 610, 1809]
body-text: ಸವಣೂರು: ತಾಲೂಕಿನಲ್ಲಿ 0.0 ಹೆಕ್ಟೇರ್ ಕೃಷಿ ಬೆಳೆ ನಾಶವಾಗಿದ್ದು, 0.0 ಲಕ್ಷ ರೂ. ನಷ್ಟವಾಗಿದೆ. 8.64 ಹೆಕ್ಟೇರ್ ತೋಟಗಾರಿಕೆ ಬೆಳೆ ನಾಶವಾಗಿದ್ದು, 1.24 ಲಕ್ಷ ರೂ. ನಷ್ಟವಾಗಿದೆ. ಇದರಲ್ಲಿ ಬಾಳೆ ಮತ್ತು ವೀಳ್ಯದೆಲೆ ಬೆಳೆಗಳಾಗಿವೆ.	[930, 1552, 1218, 1623]
shankaracharya-article	[406, 580, 1118, 1132]
jayanti-body	[11, 1019, 391, 1110]
body-text: ಪಟ್ಟಣದ ತಹಶೀಲ್ದಾರ ಕಛೇರಿಯಲ್ಲಿ ಶುಕ್ರವಾರ ಆಯೋಜಿಸಿದ್ದ ಶಂಕರಾಚಾರ್ಯರ ಜಯಂತಿ ಆಚರಣೆ ಕಾರ್ಯಕ್ರಮದಲ್ಲಿ ಭಾಗವಹಿಸಿ ಮಾತನಾಡಿದ ತಹಶೀಲ್ದಾರರು, 7ನೇ ವಯಸ್ಸಿನಲ್ಲಿ ವೇದಾಧ್ಯಯನ ಪೂರೈಸಿದ ಶಂಕರಾಚಾರ್ಯರ ಜೀವನ ಸಾಧನೆಯನ್ನು ಸ್ಮರಿಸಿದರು.	[776, 624, 1118, 732]
body-text: ರಾಣೆಬೆನ್ನೂರು: ತಾಲೂಕಿನಲ್ಲಿ 86 ವಿದ್ಯುತ್ ಕಂಬಗಳು ಹಾನಿಯಾಗಿದ್ದು, 8.6 ಲಕ್ಷ ರೂ. ನಷ್ಟವಾಗಿದೆ. 4 ವಿದ್ಯುತ್ ಪರಿವರ್ತಕಗಳು ಹಾನಿಯಾಗಿದ್ದು, 0.05 ಲಕ್ಷ ರೂ. ಹಾನಿ. ಒಟ್ಟು ಹಾನಿಯ ಮೊತ್ತ 12.65 ಲಕ್ಷ ರೂ. ನಷ್ಟವಾಗಿದೆ.	[1234, 1589, 1522, 1659]
article-separator	[11, 472, 391, 474]
dateline: ಪಾಂಡವ ನ್ಯೂಸ್, ಹಾವೇರಿ:	[32, 746, 160, 762]
body-text: ಹಾವೇರಿ: ಸಂಪೂರ್ಣ ಹಾನಿ–0, ಭಾಗಶಃ ಹಾನಿ–4, ಒಟ್ಟು ಮನೆ ಹಾನಿ–4, ಅಂಗೀಕೃತ–0, ತಿರಸ್ಕೃತ–4 ಕುರಿತು ಪರಿಶೀಲನೆಗೆ ಬಾಕಿ–0.	[18, 1961, 306, 1996]
body-text: ಸವಣೂರು: ತಾಲೂಕಿನಲ್ಲಿ 188 ವಿದ್ಯುತ್ ಕಂಬಗಳು ಹಾನಿಯಾಗಿದ್ದು, 18.8 ಲಕ್ಷ ರೂ. ನಷ್ಟ. 0.6 ಲಕ್ಷ ರೂ. ಹಾನಿ. ಒಟ್ಟು ಮೊತ್ತ 19.4 ಲಕ್ಷ ರೂ.	[1234, 1737, 1522, 1790]
road-work-col-right	[1212, 134, 1529, 374]
shankaracharya-headline: ತಹಶೀಲ್ದಾರ ಕಛೇರಿಯಲ್ಲಿ ಶಂಕರಾಚಾರ್ಯರ ಜಯಂತಿ ಆಚರಣೆ	[459, 580, 1065, 615]
rain-report-columns	[11, 1495, 1529, 2366]
body-text: ಬ್ಯಾಡಗಿ: ಸಂಪೂರ್ಣ ಹಾನಿ–0, ಭಾಗಶಃ ಹಾನಿ–6, ಒಟ್ಟು ಮನೆ ಹಾನಿ–6, ಅಂಗೀಕೃತ–3, ತಿರಸ್ಕೃತ–3 ಹಾಗೂ ಪರಿಶೀಲನೆಗೆ ಬಾಕಿ–5.	[18, 1886, 306, 1919]
body-text: ಶಿಗ್ಗಾವಿ: ತಾಲೂಕಿನಲ್ಲಿ 2 ಮನೆಗಳಿಗೆ ಹಾನಿಯಾಗಿದ್ದು, 6.00 ಲಕ್ಷ ರೂ. ನಷ್ಟ. 58 ವಿದ್ಯುತ್ ಕಂಬಗಳು ಹಾನಿಯಾಗಿದ್ದು, 5.8 ಲಕ್ಷ ರೂ. ಹಾಗೂ (ಕೆ.ವಿ.) 1.4 ಹಾನಿಯಾಗಿದ್ದು, 0.7 ಲಕ್ಷ ರೂ. ನಷ್ಟ. ಒಟ್ಟು ಹಾನಿಯ ಮೊತ್ತ 12.5 ಲಕ್ಷ ರೂ.	[1234, 1663, 1522, 1734]
student-portrait-photo	[140, 89, 262, 229]
body-text: ಹಾವೇರಿ: ತಾಲೂಕಿನಲ್ಲಿ 65.0 ಹೆಕ್ಟೇರ್ ಕೃಷಿ ಬೆಳೆ ನಾಶವಾಗಿದ್ದು, 11.05 ಲಕ್ಷ ರೂ. ನಷ್ಟವಾಗಿದೆ. 4.9 ಹೆಕ್ಟೇರ್ ತೋಟಗಾರಿಕೆ ಬೆಳೆ ನಾಶವಾಗಿದ್ದು, 0.83 ಲಕ್ಷ ರೂ. ನಷ್ಟವಾಗಿದೆ. ಇದರಲ್ಲಿ ಪ್ರಮುಖವಾಗಿ ಭತ್ತ, ಗೋವಿನಜೋಳ ಬೆಳೆಗಳಾಗಿವೆ.	[626, 1722, 914, 1793]
bal-puraskar-headline: ರಾಷ್ಟ್ರೀಯ ಪ್ರಧಾನ ಮಂತ್ರಿ ಬಾಲ ಪುರಸ್ಕಾರ ಪ್ರಶಸ್ತಿ ಆನ್‌ಲೈನ್ ಅರ್ಜಿ ಆಹ್ವಾನ	[469, 1145, 1056, 1172]
body-text: ಗುಡ್ಡದಮಲ್ಲಾಪುರ ಏತ ನೀರಾವರಿ ಯೋಜನೆಯ ಕಾಲುವೆಯಲ್ಲಿ ಪೈಪಲೈನ್ ಅಳವಡಿಸಲು ಮುಖ್ಯಮಂತ್ರಿಗಳಿಗೆ ಪ್ರಸ್ತಾವನೆ ಸಲ್ಲಿಸಿದ್ದು, ಶೀಘ್ರದಲ್ಲೆ ಮಂಜೂರಾತಿ ಸಿಗಲಿದೆ ಎಂದು ರಾಜ್ಯ ಅರಣ್ಯ ಅಭಿವೃದ್ಧಿ ಮಂಡಳಿ ಅಧ್ಯಕ್ಷ ಹಾಗೂ ಶಾಸಕ ಬಸವರಾಜ ಶಿವಣ್ಣನವರ ತಿಳಿಸಿದರು.	[406, 134, 735, 206]
body-text: ಜನವರಿ 2025 ರಿಂದ ಮೇ 02 2025ರ ಶುಕ್ರವಾರದವರೆಗೆ ಜಿಲ್ಲೆಯಲ್ಲಿ ಬಿದ್ದ ಮಳೆ ಪ್ರಮಾಣ, ಮನೆ ಹಾನಿ, ಜಾನುವಾರು ಜೀವ ಹಾನಿ, ಬೆಳೆ ಹಾನಿ ಹಾಗೂ ಮೂಲಭೂತ ಸೌಕರ್ಯ ಹಾನಿ ವಿವರ ಇಂತಿದೆ.	[18, 1496, 306, 1566]
body-text: 2. ಎ.9 ರಂದು ಹೊಲದಲ್ಲಿ ಕೆಲಸ ಮಾಡುತ್ತಿದ್ದ ವ್ಯಕ್ತಿ ಎಂಬುವವರು ಸಿಡಿಲಿಗೆ ಬಲಿಯಾಗಿದ್ದು, ಪರಿಹಾರ ವಿತರಿಸಲಾಗಿದೆ.	[626, 1533, 914, 1568]
article-separator	[11, 937, 391, 940]
body-text: ಬ್ಯಾಡಗಿ: ದೊಡ್ಡ–0, ಸಣ್ಣ–35, ಒಟ್ಟು –35, ಪರಿಹಾರ ಪಾವತಿಸಿದ ವಿವರ–1,04,000/–, ಷರಾ–0.	[322, 1927, 610, 1961]
road-work-bottom-columns	[406, 383, 1529, 574]
body-text: ಈ ಸಂದರ್ಭದಲ್ಲಿ ಕಛೇರಿಯ ಸಿಬ್ಬಂದಿ, ಶಿಕ್ಷಕರು, ಪ್ರಮುಖರು ಹಾಗೂ ನಾಗರಿಕರು ಉಪಸ್ಥಿತರಿದ್ದರು.	[953, 662, 1118, 715]
collapsed-house-photo	[322, 1495, 609, 1710]
